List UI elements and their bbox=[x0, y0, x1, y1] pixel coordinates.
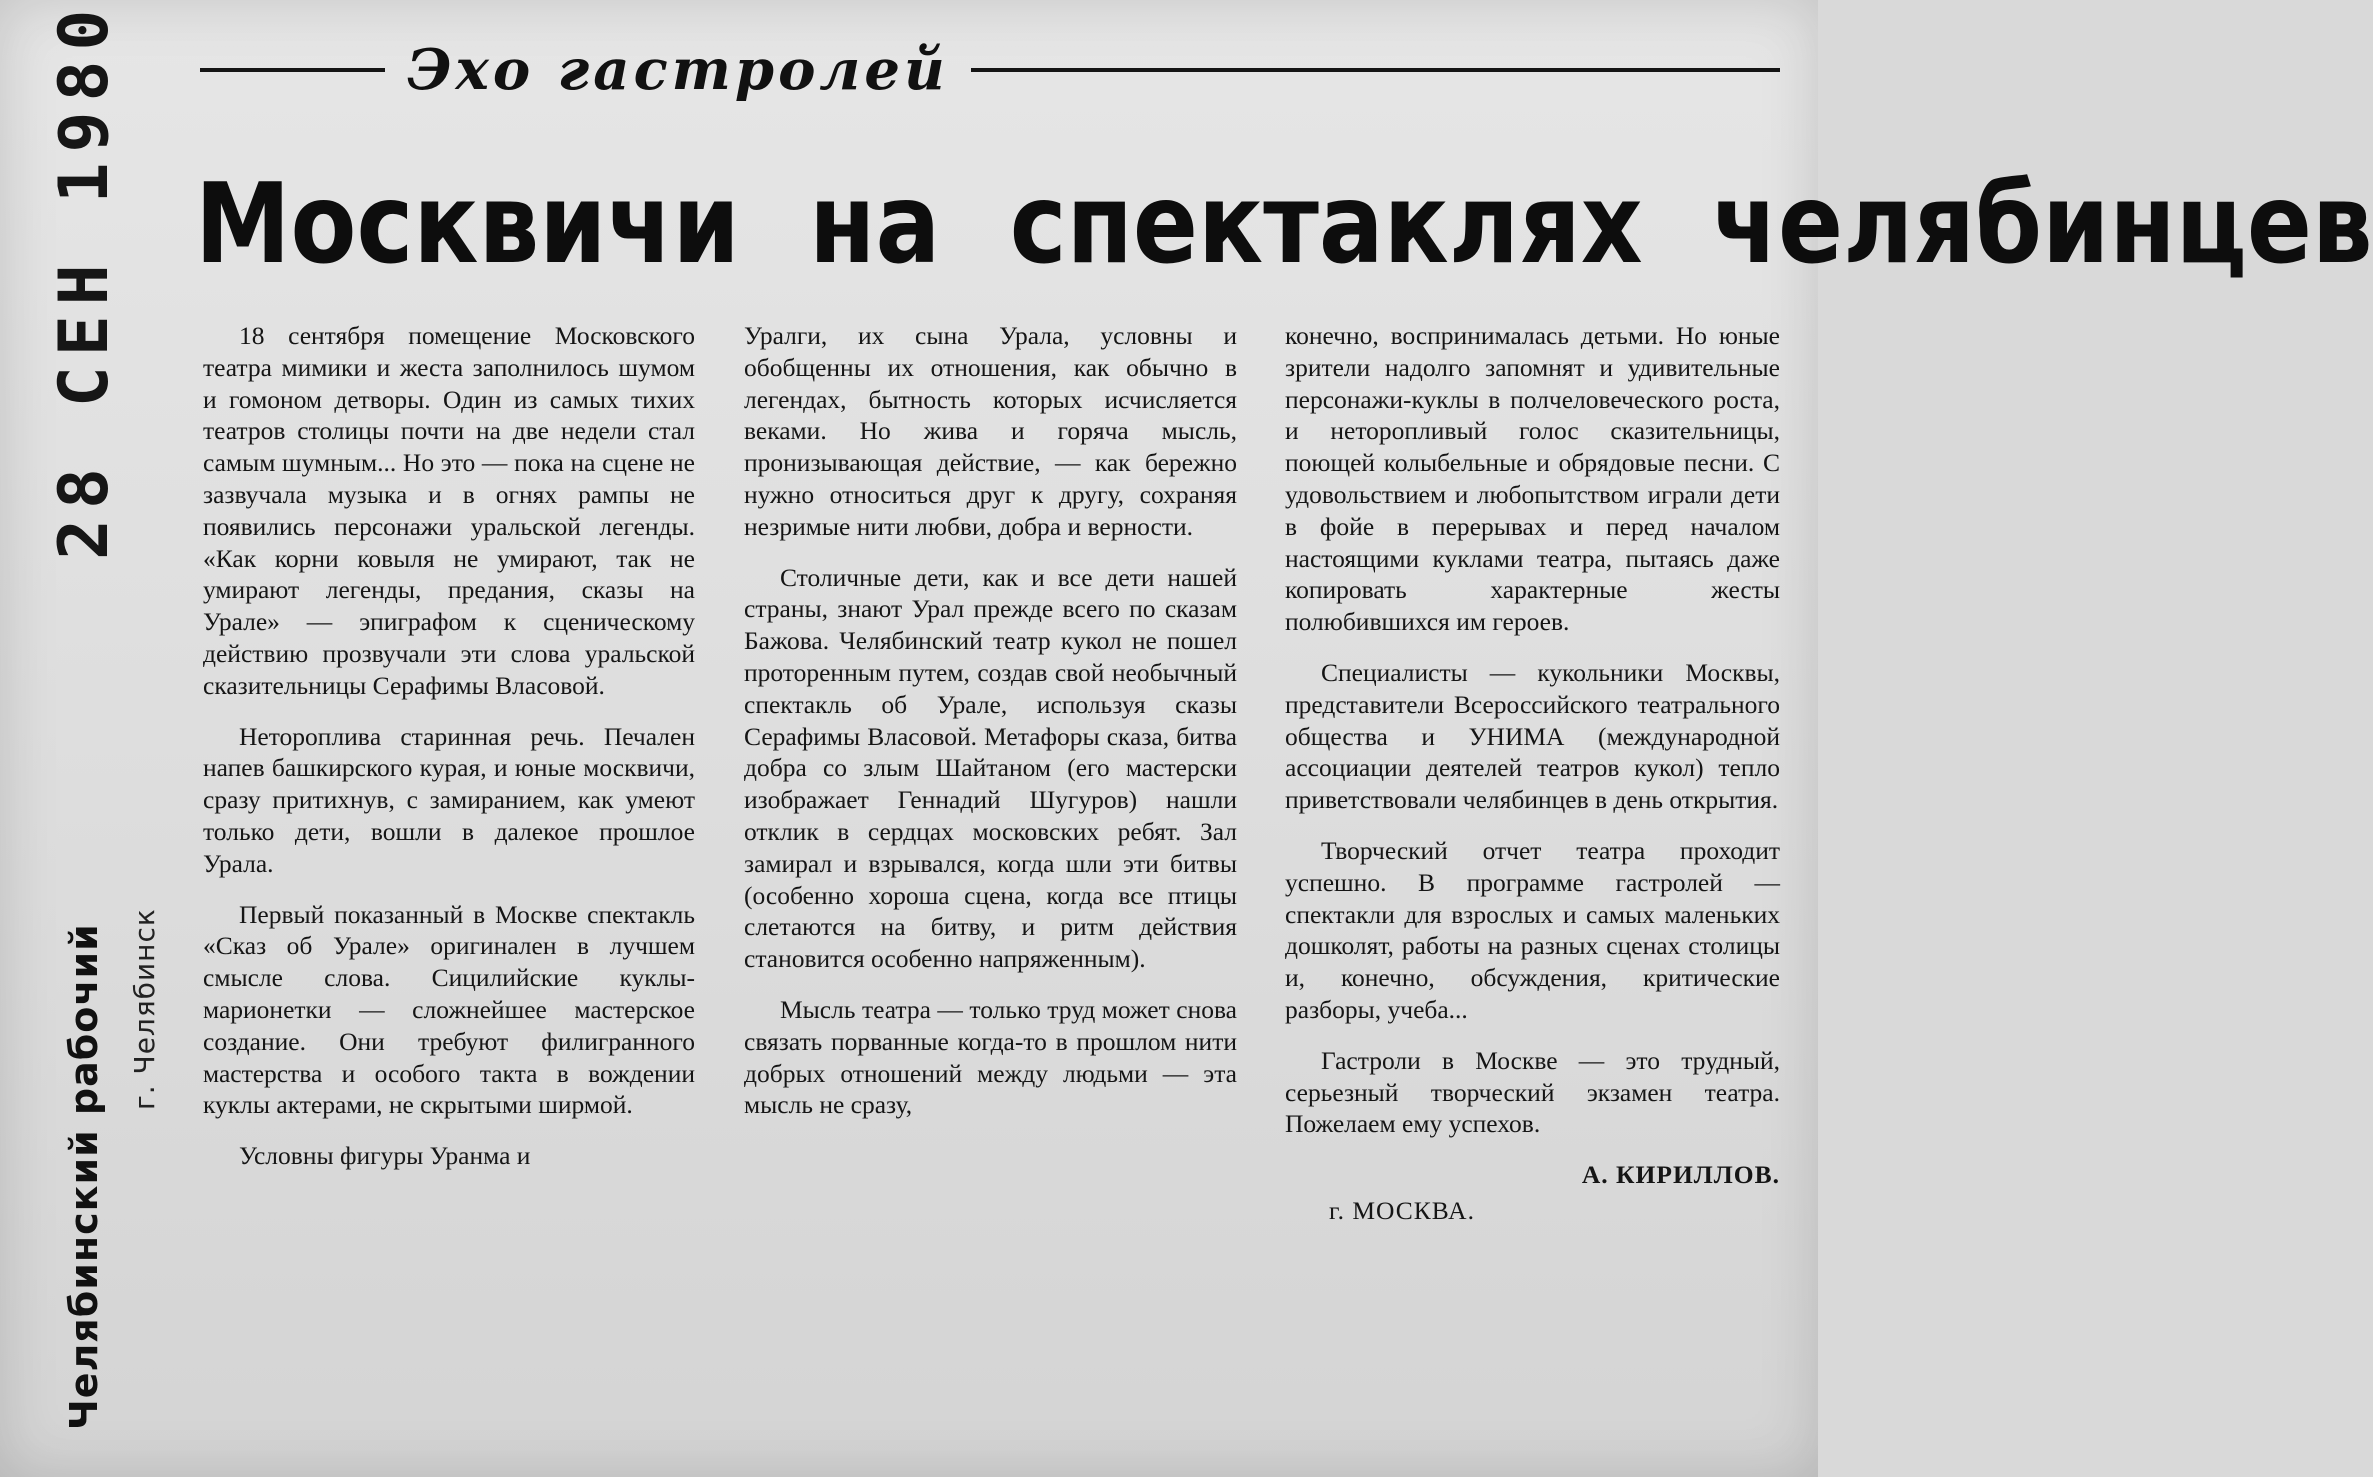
article-paragraph: Гастроли в Москве — это трудный, серьезный творческий экзамен театра. Пожелаем ему успехов. bbox=[1285, 1045, 1780, 1139]
rubric-label: Эхо гастролей bbox=[407, 37, 949, 103]
article-column-3 bbox=[1285, 320, 1780, 1227]
article-column-1 bbox=[203, 320, 695, 1191]
article-paragraph: конечно, воспринималась детьми. Но юные зрители надолго запомнят и удивительные персонажи-куклы в полчеловеческого роста, и неторопливый голос сказительницы, поющей колыбельные и обрядовые песни. С удовольствием и любопытством играли дети в фойе в перерывах и перед началом настоящими куклами театра, пытаясь даже копировать характерные жесты полюбившихся им героев. bbox=[1285, 321, 1780, 637]
article-paragraph: Столичные дети, как и все дети нашей страны, знают Урал прежде всего по сказам Бажова. Челябинский театр кукол не пошел проторенным путем, создав свой необычный спектакль об Урале, используя сказы Серафимы Власовой. Метафоры сказа, битва добра со злым Шайтаном (его мастерски изображает Геннадий Шугуров) нашли отклик в сердцах московских ребят. Зал замирал и взрывался, когда шли эти битвы (особенно хороша сцена, когда все птицы слетаются на битву, и ритм действия становится особенно напряженным). bbox=[744, 562, 1237, 974]
article-paragraph: Условны фигуры Уранма и bbox=[239, 1141, 531, 1171]
article-paragraph: Мысль театра — только труд может снова связать порванные когда-то в прошлом нити добрых отношений между людьми — эта мысль не сразу, bbox=[744, 994, 1237, 1120]
rubric-banner bbox=[200, 30, 1780, 110]
article-paragraph: 18 сентября помещение Московского театра мимики и жеста заполнилось шумом и гомоном детворы. Один из самых тихих театров столицы почти на две недели стал самым шумным... Но это — пока на сцене не зазвучала музыка и в огнях рампы не появились персонажи уральской легенды. «Как корни ковыля не умирают, так не умирают легенды, предания, сказы на Урале» — эпиграфом к сценическому действию прозвучали эти слова уральской сказительницы Серафимы Власовой. bbox=[203, 321, 695, 700]
rubric-rule-right bbox=[971, 68, 1780, 72]
rubric-rule-left bbox=[200, 68, 385, 72]
newspaper-name-stamp: Челябинский рабочий bbox=[62, 923, 106, 1430]
article-paragraph: Неторопливa старинная речь. Печален напев башкирского курая, и юные москвичи, сразу притихнув, с замиранием, как умеют только дети, вошли в далекое прошлое Урала. bbox=[203, 721, 695, 878]
city-stamp: г. Челябинск bbox=[128, 908, 161, 1110]
article-paragraph: Уралги, их сына Урала, условны и обобщенны их отношения, как обычно в легендах, бытность которых исчисляется веками. Но жива и горяча мысль, пронизывающая действие, — как бережно нужно относиться друг к другу, сохраняя незримые нити любви, добра и верности. bbox=[744, 321, 1237, 541]
date-stamp: 28 СЕН 1980 bbox=[45, 0, 124, 560]
headline: Москвичи на спектаклях челябинцев bbox=[195, 159, 2373, 289]
article-paragraph: Специалисты — кукольники Москвы, представители Всероссийского театрального общества и УНИМА (международной ассоциации деятелей театров кукол) тепло приветствовали челябинцев в день открытия. bbox=[1285, 657, 1780, 815]
article-paragraph: Творческий отчет театра проходит успешно. В программе гастролей — спектакли для взрослых и самых маленьких дошколят, работы на разных сценах столицы и, конечно, обсуждения, критические разборы, учеба... bbox=[1285, 835, 1780, 1024]
article-column-2 bbox=[744, 320, 1237, 1140]
author-city: г. МОСКВА. bbox=[1329, 1195, 1475, 1225]
author-signature: А. КИРИЛЛОВ. bbox=[1581, 1160, 1780, 1190]
article-paragraph: Первый показанный в Москве спектакль «Сказ об Урале» оригинален в лучшем смысле слова. Сицилийские куклы-марионетки — сложнейшее мастерское создание. Они требуют филигранного мастерства и особого такта в вождении куклы актерами, не скрытыми ширмой. bbox=[203, 899, 695, 1120]
